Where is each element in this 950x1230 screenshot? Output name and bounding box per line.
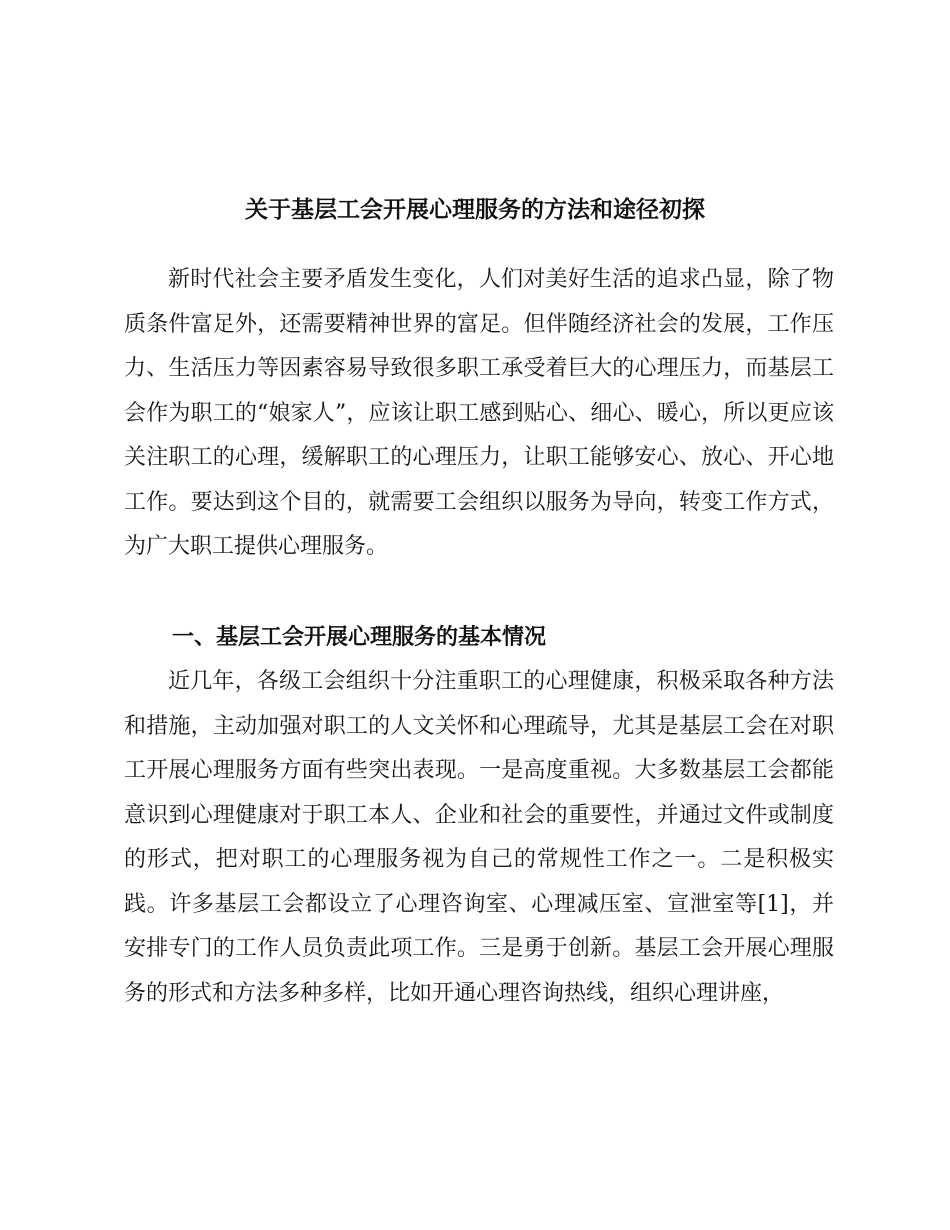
section-paragraph: 近几年，各级工会组织十分注重职工的心理健康，积极采取各种方法和措施，主动加强对职工的人文关怀和心理疏导，尤其是基层工会在对职工开展心理服务方面有些突出表现。一是高度重视。大多数基层工会都能意识到心理健康对于职工本人、企业和社会的重要性，并通过文件或制度的形式，把对职工的心理服务视为自己的常规性工作之一。二是积极实践。许多基层工会都设立了心理咨询室、心理减压室、宣泄室等[1]，并安排专门的工作人员负责此项工作。三是勇于创新。基层工会开展心理服务的形式和方法多种多样，比如开通心理咨询热线，组织心理讲座，	[124, 669, 834, 1006]
section-heading: 一、基层工会开展心理服务的基本情况	[172, 625, 547, 650]
document-title: 关于基层工会开展心理服务的方法和途径初探	[245, 196, 705, 223]
intro-paragraph: 新时代社会主要矛盾发生变化，人们对美好生活的追求凸显，除了物质条件富足外，还需要精神世界的富足。但伴随经济社会的发展，工作压力、生活压力等因素容易导致很多职工承受着巨大的心理压力，而基层工会作为职工的“娘家人”，应该让职工感到贴心、细心、暖心，所以更应该关注职工的心理，缓解职工的心理压力，让职工能够安心、放心、开心地工作。要达到这个目的，就需要工会组织以服务为导向，转变工作方式，为广大职工提供心理服务。	[124, 267, 834, 559]
